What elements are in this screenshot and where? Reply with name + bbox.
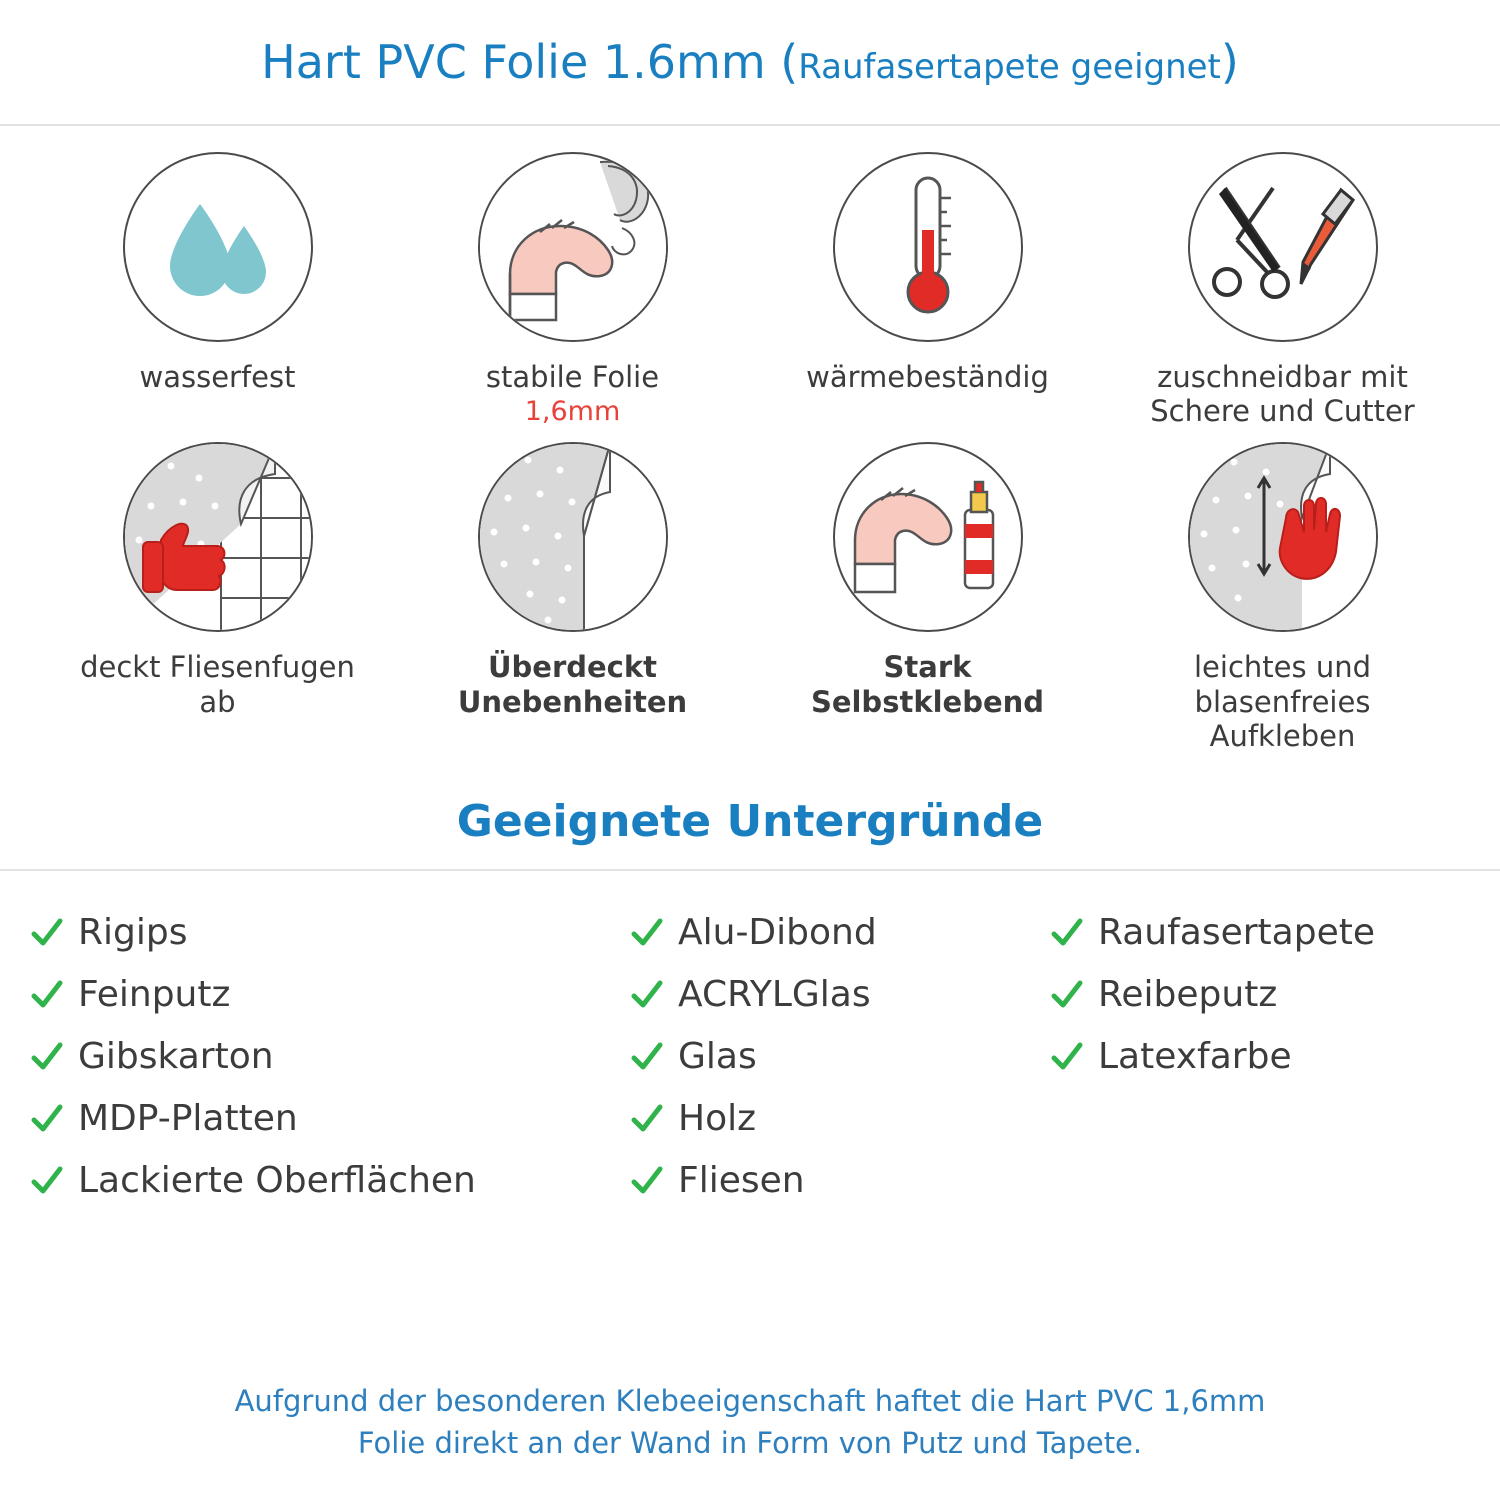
check-icon (630, 1040, 664, 1074)
list-item-label: ACRYLGlas (678, 974, 871, 1016)
list-item-label: Lackierte Oberflächen (78, 1160, 476, 1202)
list-item (630, 1153, 1050, 1209)
feature-label: wärmebeständig (806, 360, 1049, 394)
page-title-main: Hart PVC Folie 1.6mm (261, 35, 766, 89)
feature-icon-circle (1188, 152, 1378, 342)
check-icon (30, 1164, 64, 1198)
list-item (30, 967, 630, 1023)
feature-item (40, 442, 395, 753)
footer-line-1: Aufgrund der besonderen Klebeeigenschaft haftet die Hart PVC 1,6mm (234, 1383, 1266, 1418)
check-icon (630, 1164, 664, 1198)
feature-grid (0, 126, 1500, 753)
list-item-label: Alu-Dibond (678, 912, 877, 954)
list-item (1050, 967, 1490, 1023)
list-item-label: Glas (678, 1036, 757, 1078)
footer-line-2: Folie direkt an der Wand in Form von Putz und Tapete. (357, 1425, 1143, 1460)
scissors-cutter-icon (1203, 172, 1363, 322)
feature-icon-circle (833, 152, 1023, 342)
feature-item (1105, 442, 1460, 753)
list-item (30, 1091, 630, 1147)
check-icon (30, 978, 64, 1012)
page-header (0, 0, 1500, 126)
foil-peel-icon (480, 444, 666, 630)
feature-label: Überdeckt Unebenheiten (457, 650, 688, 719)
check-icon (630, 916, 664, 950)
water-drops-icon (148, 182, 288, 312)
feature-icon-circle (833, 442, 1023, 632)
title-paren-close: ) (1220, 35, 1239, 89)
page-title-sub: Raufasertapete geeignet (798, 47, 1221, 87)
list-item-label: Holz (678, 1098, 756, 1140)
feature-icon-circle (478, 152, 668, 342)
feature-label: Stark Selbstklebend (810, 650, 1045, 719)
check-icon (1050, 978, 1084, 1012)
feature-label: leichtes und blasenfreies Aufkleben (1194, 650, 1371, 753)
check-icon (30, 1102, 64, 1136)
feature-icon-circle (123, 152, 313, 342)
feature-icon-circle (1188, 442, 1378, 632)
list-item (630, 1091, 1050, 1147)
thumbs-up-tiles-icon (125, 444, 311, 630)
feature-label: zuschneidbar mit Schere und Cutter (1150, 360, 1415, 429)
feature-item (750, 152, 1105, 428)
list-item (1050, 905, 1490, 961)
substrate-column (30, 905, 630, 1209)
check-icon (1050, 1040, 1084, 1074)
list-item-label: Feinputz (78, 974, 231, 1016)
check-icon (30, 1040, 64, 1074)
list-item-label: Gibskarton (78, 1036, 274, 1078)
section-title: Geeignete Untergründe (456, 795, 1044, 847)
feature-label: wasserfest (139, 360, 296, 394)
check-icon (630, 1102, 664, 1136)
list-item (630, 967, 1050, 1023)
page-title (261, 35, 1239, 89)
footer-note (0, 1380, 1500, 1464)
arm-glue-icon (835, 444, 1021, 630)
feature-icon-circle (123, 442, 313, 632)
list-item-label: Rigips (78, 912, 188, 954)
check-icon (30, 916, 64, 950)
list-item-label: Reibeputz (1098, 974, 1278, 1016)
feature-item (395, 152, 750, 428)
list-item-label: Raufasertapete (1098, 912, 1375, 954)
list-item-label: Fliesen (678, 1160, 805, 1202)
feature-item (40, 152, 395, 428)
title-paren-open: ( (780, 35, 799, 89)
hand-smoothing-icon (1190, 444, 1376, 630)
feature-item (750, 442, 1105, 753)
thermometer-icon (883, 172, 973, 322)
substrate-list (0, 871, 1500, 1209)
feature-label: stabile Folie (485, 360, 660, 394)
check-icon (630, 978, 664, 1012)
substrate-column (630, 905, 1050, 1209)
list-item (1050, 1029, 1490, 1085)
feature-icon-circle (478, 442, 668, 632)
check-icon (1050, 916, 1084, 950)
substrate-column (1050, 905, 1490, 1209)
feature-sublabel: 1,6mm (524, 396, 621, 428)
list-item (30, 905, 630, 961)
list-item (630, 1029, 1050, 1085)
feature-label: deckt Fliesenfugen ab (80, 650, 355, 719)
list-item-label: Latexfarbe (1098, 1036, 1292, 1078)
section-header (0, 773, 1500, 871)
list-item (30, 1029, 630, 1085)
list-item (630, 905, 1050, 961)
list-item-label: MDP-Platten (78, 1098, 298, 1140)
list-item (30, 1153, 630, 1209)
flexed-arm-foil-icon (480, 154, 666, 340)
feature-item (1105, 152, 1460, 428)
feature-item (395, 442, 750, 753)
